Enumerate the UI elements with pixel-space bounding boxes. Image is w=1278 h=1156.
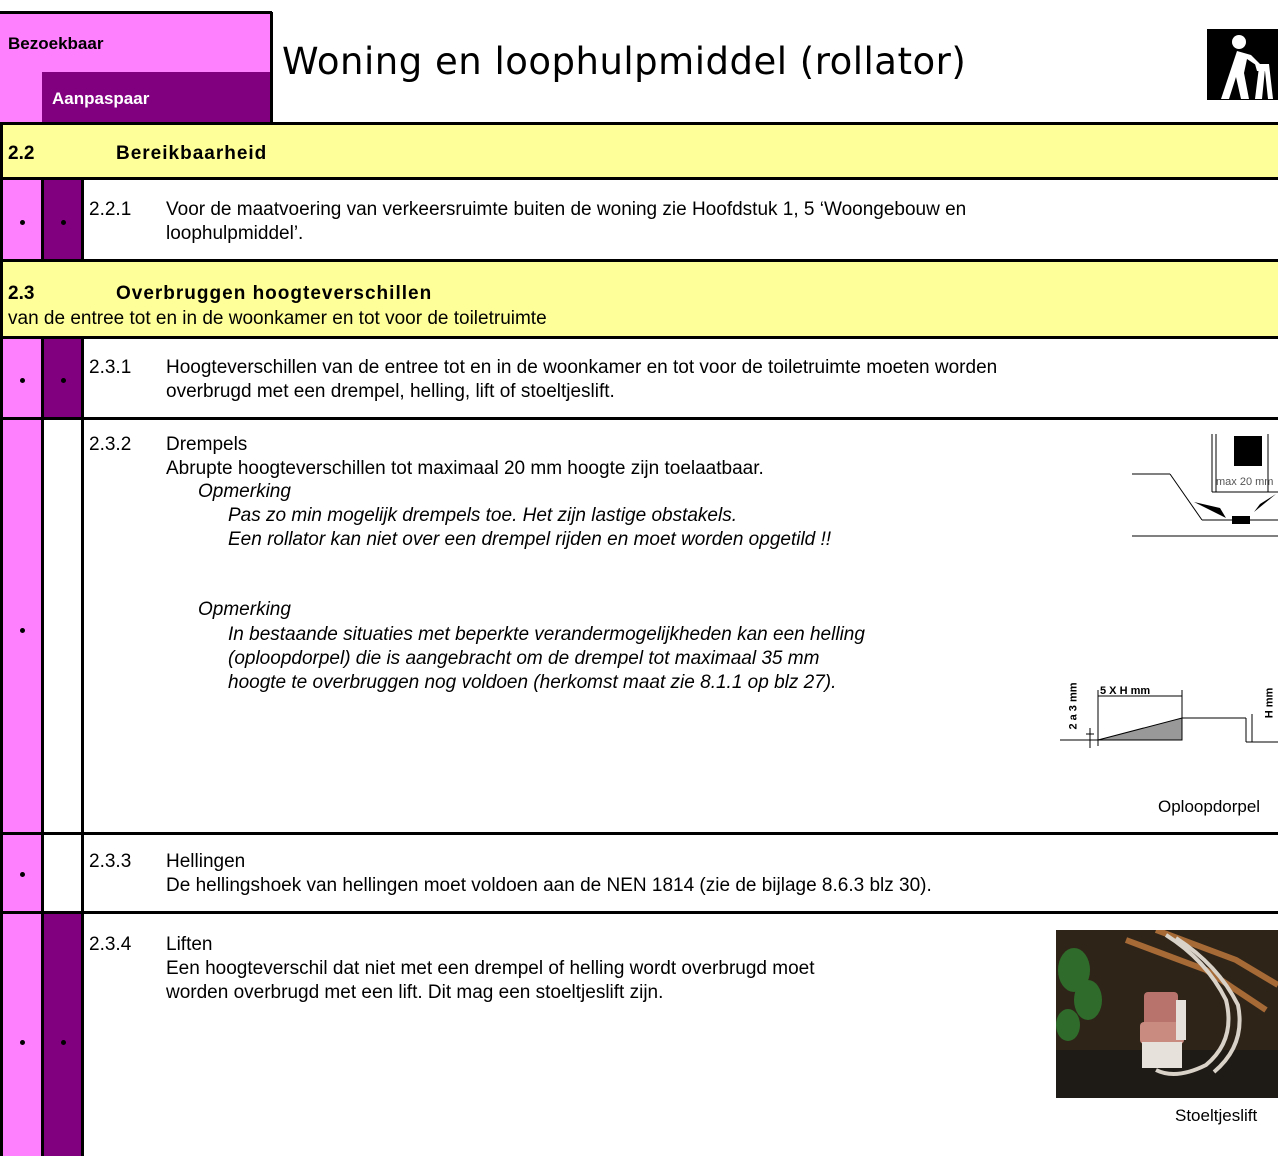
divider (0, 177, 1278, 180)
aanpasbaar-label: Aanpaspaar (52, 89, 150, 108)
section-2-3-subtitle: van de entree tot en in de woonkamer en tot voor de toiletruimte (8, 308, 547, 329)
max-20mm-label: max 20 mm (1216, 476, 1274, 488)
column-divider (41, 835, 44, 912)
item-text: worden overbrugd met een lift. Dit mag een stoeltjeslift zijn. (166, 982, 664, 1003)
ramp-dim-top: 5 X H mm (1100, 685, 1151, 697)
bezoekbaar-label: Bezoekbaar (8, 34, 104, 53)
item-number: 2.2.1 (89, 199, 132, 220)
note-text: (oploopdorpel) die is aangebracht om de drempel tot maximaal 35 mm (228, 648, 820, 669)
bezoekbaar-column (0, 420, 44, 833)
item-number: 2.3.4 (89, 934, 132, 955)
bezoekbaar-bullet (20, 1040, 25, 1045)
bezoekbaar-bullet (20, 628, 25, 633)
column-divider (81, 180, 84, 260)
aanpasbaar-bullet (61, 1040, 66, 1045)
item-text: loophulpmiddel’. (166, 223, 304, 244)
ramp-dim-right: H mm (1263, 687, 1276, 719)
section-2-2-number: 2.2 (8, 143, 35, 164)
item-text: Hoogteverschillen van de entree tot en in de woonkamer en tot voor de toiletruimte moeten worden (166, 357, 998, 378)
section-2-3-title: Overbruggen hoogteverschillen (116, 283, 433, 304)
section-2-2-title: Bereikbaarheid (116, 143, 268, 164)
ramp-drawing (1058, 676, 1278, 750)
item-number: 2.3.1 (89, 357, 132, 378)
aanpasbaar-bullet (61, 220, 66, 225)
divider (0, 336, 1278, 339)
bezoekbaar-bullet (20, 378, 25, 383)
item-title: Hellingen (166, 851, 246, 872)
stairlift-caption: Stoeltjeslift (1175, 1106, 1258, 1125)
aanpasbaar-column-empty (44, 420, 47, 833)
item-text: De hellingshoek van hellingen moet voldoen aan de NEN 1814 (zie de bijlage 8.6.3 blz 30). (166, 875, 932, 896)
left-frame-line (0, 124, 3, 1156)
column-divider (41, 420, 44, 833)
header-divider (270, 12, 273, 124)
column-divider (41, 914, 44, 1156)
note-text: In bestaande situaties met beperkte verandermogelijkheden kan een helling (228, 624, 865, 645)
item-text: overbrugd met een drempel, helling, lift of stoeltjeslift. (166, 381, 615, 402)
column-divider (81, 914, 84, 1156)
note-label: Opmerking (198, 481, 291, 502)
divider (0, 417, 1278, 420)
item-title: Liften (166, 934, 213, 955)
aanpasbaar-bullet (61, 378, 66, 383)
walker-person-icon (1207, 29, 1278, 100)
note-text: Een rollator kan niet over een drempel rijden en moet worden opgetild !! (228, 529, 832, 550)
note-text: Pas zo min mogelijk drempels toe. Het zijn lastige obstakels. (228, 505, 738, 526)
column-divider (81, 339, 84, 418)
aanpasbaar-column (44, 914, 82, 1156)
item-number: 2.3.3 (89, 851, 132, 872)
note-label: Opmerking (198, 599, 291, 620)
page-title: Woning en loophulpmiddel (rollator) (282, 40, 967, 83)
column-divider (81, 420, 84, 833)
section-2-3-number: 2.3 (8, 283, 35, 304)
column-divider (41, 180, 44, 260)
item-text: Een hoogteverschil dat niet met een drempel of helling wordt overbrugd moet (166, 958, 815, 979)
ramp-caption: Oploopdorpel (1158, 797, 1261, 816)
item-text: Voor de maatvoering van verkeersruimte buiten de woning zie Hoofdstuk 1, 5 ‘Woongebouw en (166, 199, 967, 220)
column-divider (41, 339, 44, 418)
divider (0, 832, 1278, 835)
divider (0, 911, 1278, 914)
bezoekbaar-bullet (20, 220, 25, 225)
bezoekbaar-column (0, 914, 44, 1156)
item-text: Abrupte hoogteverschillen tot maximaal 20 mm hoogte zijn toelaatbaar. (166, 458, 764, 479)
note-text: hoogte te overbruggen nog voldoen (herkomst maat zie 8.1.1 op blz 27). (228, 672, 837, 693)
header-top-line (0, 11, 272, 14)
stairlift-photo (1056, 930, 1278, 1098)
bezoekbaar-bullet (20, 872, 25, 877)
ramp-dim-left: 2 a 3 mm (1067, 682, 1080, 730)
item-number: 2.3.2 (89, 434, 132, 455)
column-divider (81, 835, 84, 912)
item-title: Drempels (166, 434, 248, 455)
